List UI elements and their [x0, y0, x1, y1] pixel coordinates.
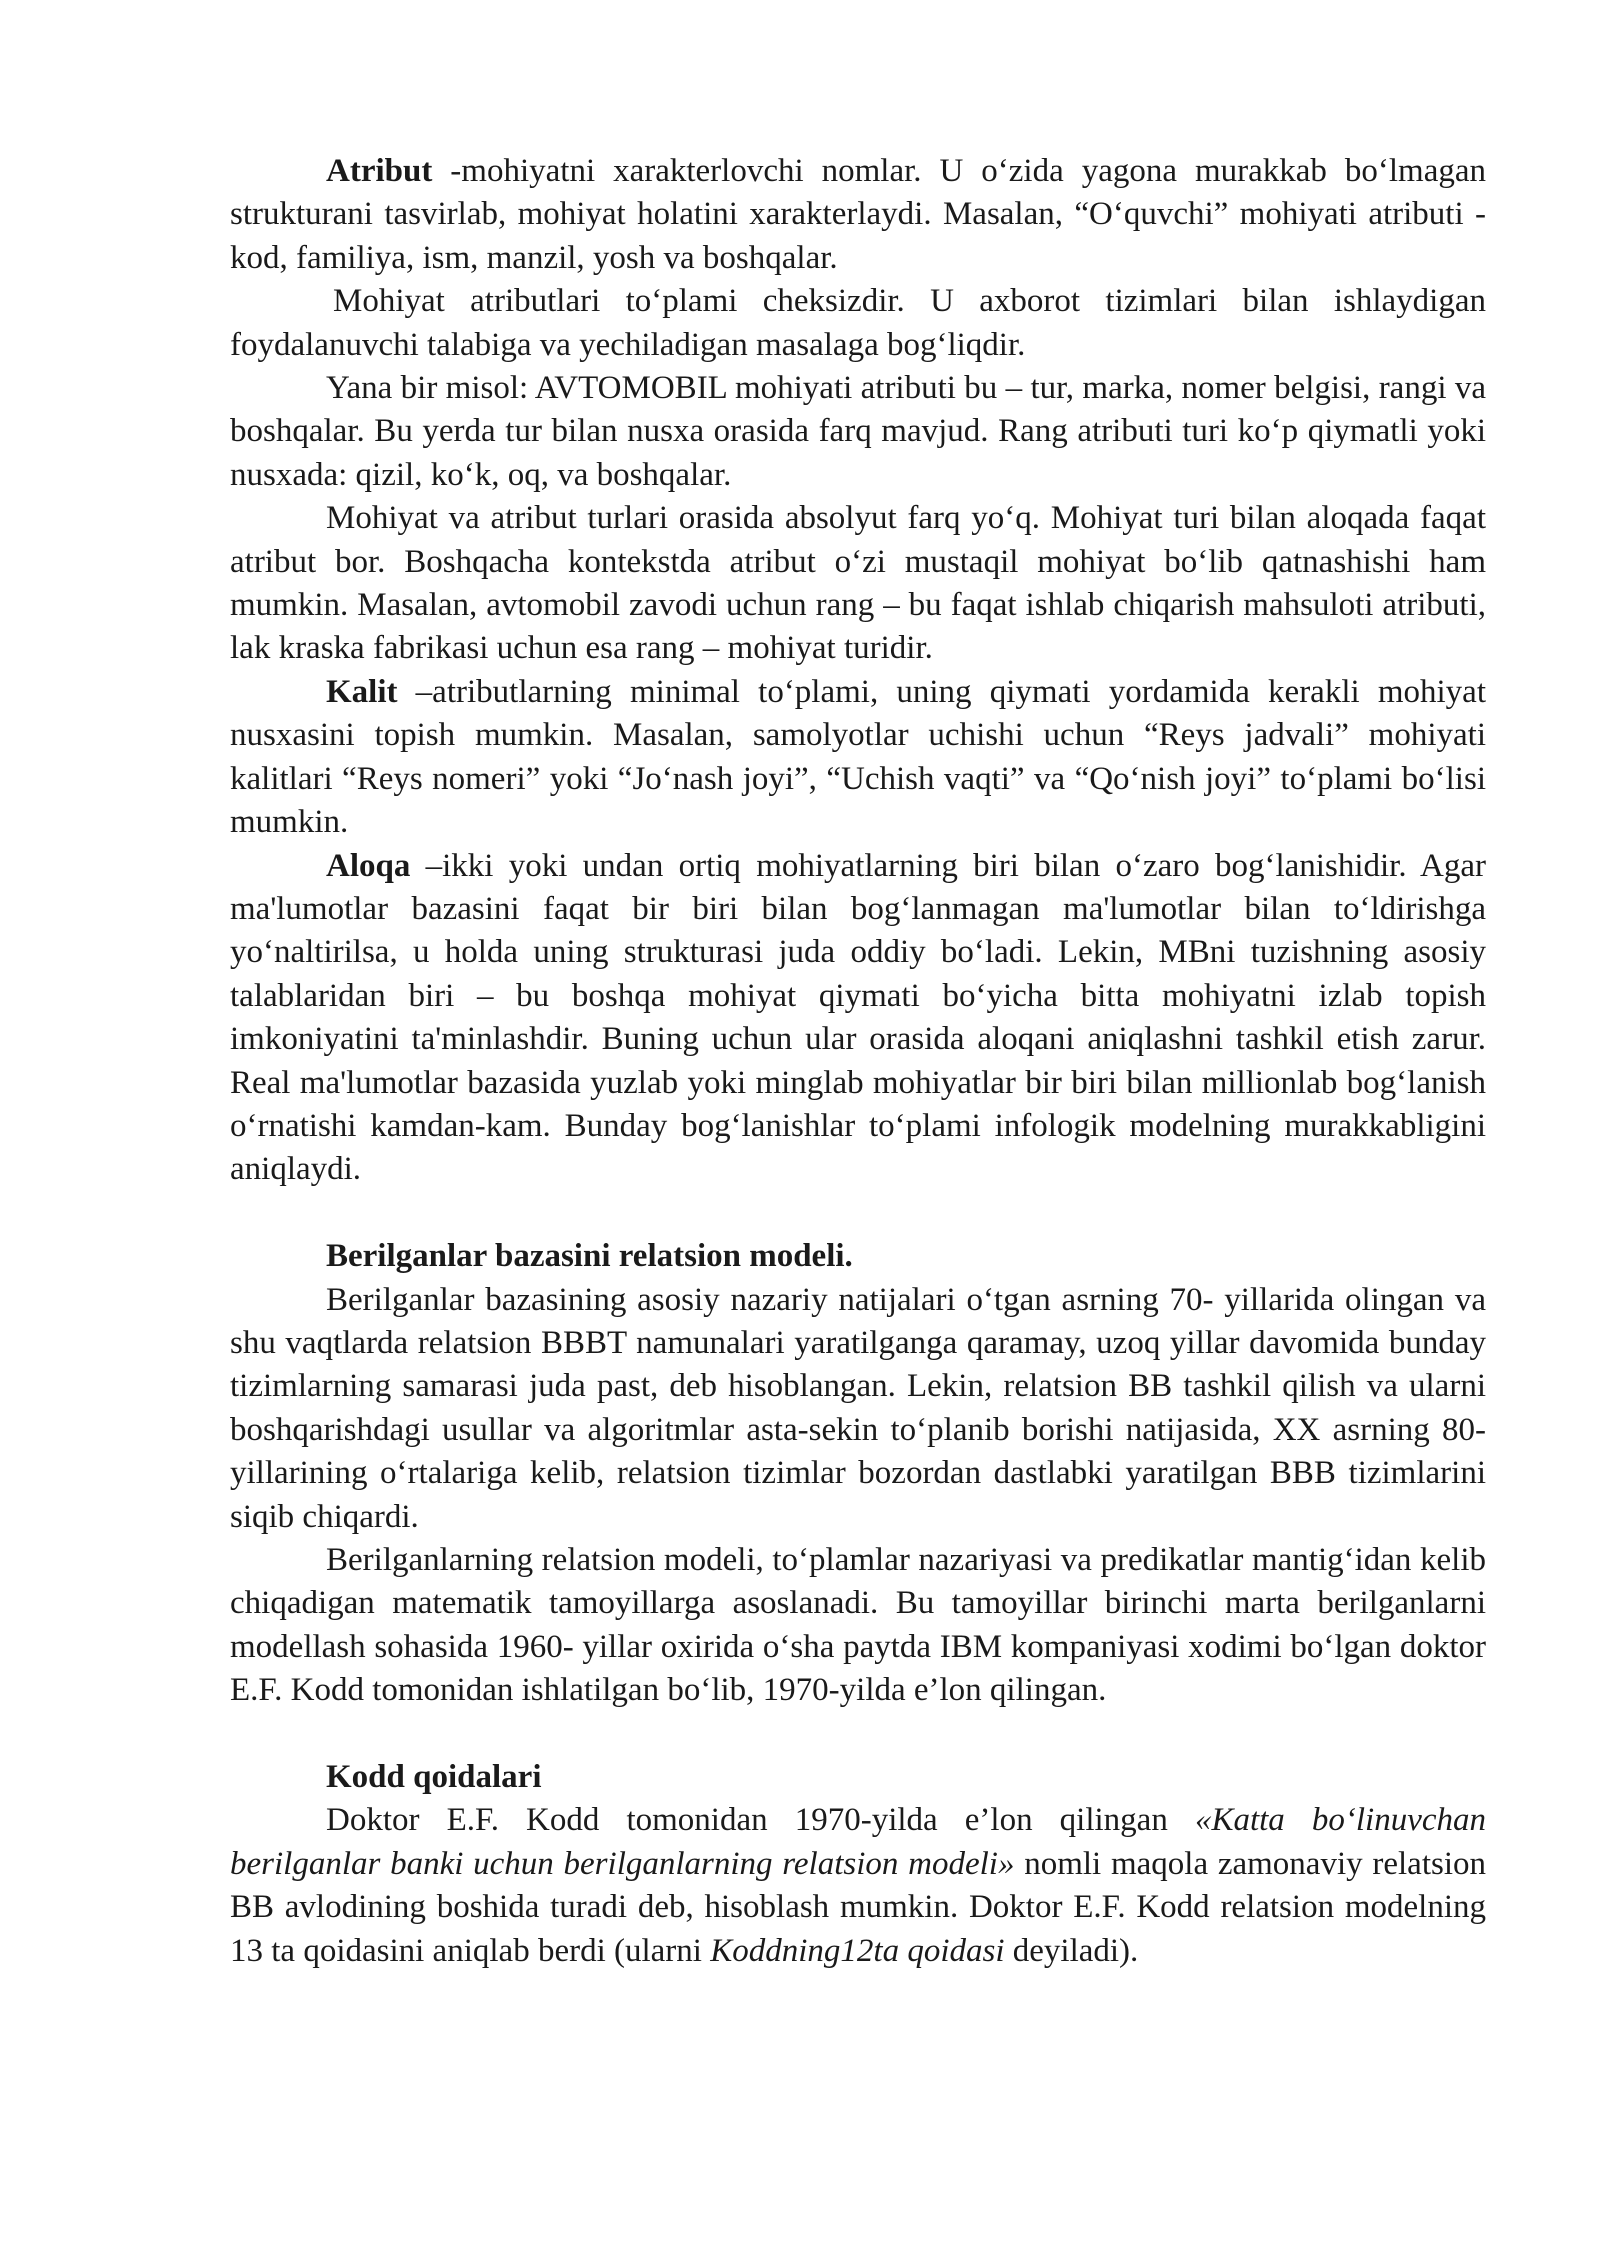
- term-atribut: Atribut: [326, 153, 433, 189]
- spacer: [230, 1192, 1486, 1235]
- article-title: «Katta bo‘linuvchan berilganlar banki uchun berilganlarning relatsion modeli»: [230, 1802, 1486, 1882]
- paragraph-nazariy-natijalar: Berilganlar bazasining asosiy nazariy natijalari o‘tgan asrning 70- yillarida olingan va shu vaqtlarda relatsion BBBT namunalari yaratilganga qaramay, uzoq yillar davomida bunday tizimlarning samarasi juda past, deb hisoblangan. Lekin, relatsion BB tashkil qilish va ularni boshqarishdagi usullar va algoritmlar asta-sekin to‘planib borishi natijasida, XX asrning 80- yillarining o‘rtalariga kelib, relatsion tizimlar bozordan dastlabki yaratilgan BBB tizimlarini siqib chiqardi.: [230, 1281, 1486, 1535]
- paragraph-relatsion-model: Berilganlarning relatsion modeli, to‘plamlar nazariyasi va predikatlar mantig‘idan kelib chiqadigan matematik tamoyillarga asoslanadi. Bu tamoyillar birinchi marta berilganlarni modellash sohasida 1960- yillar oxirida o‘sha paytda IBM kompaniyasi xodimi bo‘lgan doktor E.F. Kodd tomonidan ishlatilgan bo‘lib, 1970-yilda e’lon qilingan.: [230, 1541, 1486, 1709]
- paragraph-avtomobil: Yana bir misol: AVTOMOBIL mohiyati atributi bu – tur, marka, nomer belgisi, rangi va boshqalar. Bu yerda tur bilan nusxa orasida farq mavjud. Rang atributi turi ko‘p qiymatli yoki nusxada: qizil, ko‘k, oq, va boshqalar.: [230, 370, 1486, 493]
- paragraph-text: –ikki yoki undan ortiq mohiyatlarning biri bilan o‘zaro bog‘lanishidir. Agar ma'lumotlar bazasini faqat bir biri bilan bog‘lanmagan ma'lumotlar bilan to‘ldirishga yo‘naltirilsa, u holda uning strukturasi juda oddiy bo‘ladi. Lekin, MBni tuzishning asosiy talablaridan biri – bu boshqa mohiyat qiymati bo‘yicha bitta mohiyatni izlab topish imkoniyatini ta'minlashdir. Buning uchun ular orasida aloqani aniqlashni tashkil etish zarur. Real ma'lumotlar bazasida yuzlab yoki minglab mohiyatlar bir biri bilan millionlab bog‘lanish o‘rnatishi kamdan-kam. Bunday bog‘lanishlar to‘plami infologik modelning murakkabligini aniqlaydi.: [230, 847, 1486, 1188]
- paragraph-atribut: [230, 150, 1486, 280]
- paragraph-atributlar-toplami: Mohiyat atributlari to‘plami cheksizdir. U axborot tizimlari bilan ishlaydigan foydalanuvchi talabiga va yechiladigan masalaga bog‘liqdir.: [230, 283, 1486, 363]
- paragraph-text: Doktor E.F. Kodd tomonidan 1970-yilda e’lon qilingan: [326, 1802, 1195, 1839]
- paragraph-aloqa: [230, 845, 1486, 1192]
- rules-name: Koddning12ta qoidasi: [710, 1932, 1005, 1969]
- paragraph-text: -mohiyatni xarakterlovchi nomlar. U o‘zida yagona murakkab bo‘lmagan strukturani tasvirlab, mohiyat holatini xarakterlaydi. Masalan, “O‘quvchi” mohiyati atributi -kod, familiya, ism, manzil, yosh va boshqalar.: [230, 153, 1486, 276]
- term-aloqa: Aloqa: [326, 847, 411, 884]
- paragraph-mohiyat-va-atribut: Mohiyat va atribut turlari orasida absolyut farq yo‘q. Mohiyat turi bilan aloqada faqat atribut bor. Boshqacha kontekstda atribut o‘zi mustaqil mohiyat bo‘lib qatnashishi ham mumkin. Masalan, avtomobil zavodi uchun rang – bu faqat ishlab chiqarish mahsuloti atributi, lak kraska fabrikasi uchun esa rang – mohiyat turidir.: [230, 500, 1486, 667]
- paragraph-kalit: [230, 671, 1486, 845]
- document-page: [230, 150, 1486, 1973]
- paragraph-text: –atributlarning minimal to‘plami, uning qiymati yordamida kerakli mohiyat nusxasini topish mumkin. Masalan, samolyotlar uchishi uchun “Reys jadvali” mohiyati kalitlari “Reys nomeri” yoki “Jo‘nash joyi”, “Uchish vaqti” va “Qo‘nish joyi” to‘plami bo‘lisi mumkin.: [230, 673, 1486, 841]
- section-heading-relatsion-model: Berilganlar bazasini relatsion modeli.: [326, 1238, 853, 1275]
- paragraph-kodd-maqola: [230, 1799, 1486, 1973]
- spacer: [230, 1713, 1486, 1756]
- paragraph-text: deyiladi).: [1004, 1932, 1139, 1969]
- term-kalit: Kalit: [326, 673, 398, 710]
- paragraph-text: nomli maqola zamonaviy relatsion BB avlodining boshida turadi deb, hisoblash mumkin. Doktor E.F. Kodd relatsion modelning 13 ta qoidasini aniqlab berdi (ularni: [230, 1845, 1486, 1969]
- section-heading-kodd-qoidalari: Kodd qoidalari: [326, 1759, 542, 1795]
